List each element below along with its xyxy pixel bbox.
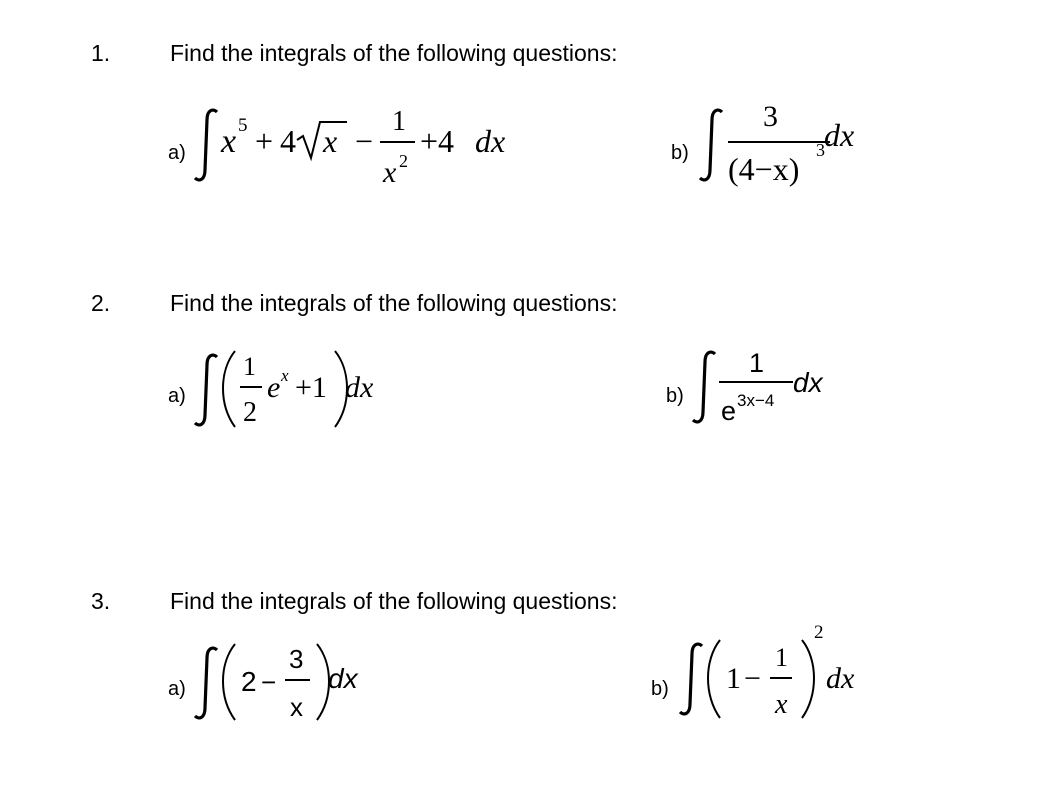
integral-expression-1b [700,100,870,195]
minus-sign: − [355,123,374,159]
base-e: e [267,371,281,404]
question-instruction: Find the integrals of the following questions: [170,588,618,614]
fraction-denominator: 2 [243,397,257,428]
minus-sign: − [744,662,761,695]
fraction-numerator: 1 [749,348,765,378]
integral-expression-3a [195,638,405,728]
question-instruction: Find the integrals of the following questions: [170,290,618,316]
term-two: 2 [241,666,257,697]
differential: dx [793,367,823,398]
differential: dx [345,371,374,404]
fraction-numerator: 3 [289,644,304,674]
exponent: 5 [238,115,248,136]
fraction-numerator: 1 [775,643,788,672]
left-paren-icon [708,640,720,718]
term-x: x [221,123,237,160]
fraction-denominator: (4−x) [728,151,800,187]
part-label: b) [666,385,684,407]
plus-one: +1 [295,371,327,404]
left-paren-icon [223,644,235,720]
integral-expression-1a [195,100,525,190]
part-label: b) [671,142,689,164]
question-number: 3. [91,588,111,614]
exponent: 2 [814,622,824,643]
term-one: 1 [726,662,741,695]
part-label: a) [168,678,186,700]
question-instruction: Find the integrals of the following questions: [170,40,618,66]
fraction-numerator: 1 [243,352,256,381]
fraction-numerator: 1 [392,106,406,137]
part-label: b) [651,678,669,700]
question-number: 1. [91,40,111,66]
integral-expression-2a [195,345,425,435]
fraction-denominator: x [383,156,397,189]
integral-expression-3b [680,618,880,723]
integral-sign-icon [195,355,217,425]
base-e: e [721,396,737,426]
exponent: 2 [399,151,408,171]
part-label: a) [168,385,186,407]
differential: dx [328,663,358,694]
exponent: 3x−4 [737,391,775,410]
integral-sign-icon [700,110,722,180]
fraction-denominator: x [775,689,788,720]
differential: dx [475,123,506,159]
coefficient: 4 [280,123,296,159]
integral-expression-2b [693,342,853,437]
minus-sign: − [261,667,277,697]
differential: dx [826,662,855,695]
exponent: 3 [816,140,825,160]
sqrt-radicand: x [323,123,338,159]
part-label: a) [168,142,186,164]
fraction-denominator: x [290,692,303,722]
sqrt-icon [297,122,347,158]
left-paren-icon [223,351,235,427]
fraction-numerator: 3 [763,100,778,133]
integral-sign-icon [195,648,217,718]
integral-sign-icon [693,352,715,422]
plus-sign: + [255,123,274,159]
integral-sign-icon [680,644,702,714]
differential: dx [824,117,855,153]
exponent: x [281,366,289,385]
integral-sign-icon [195,110,217,180]
right-paren-icon [802,640,814,718]
plus-four: +4 [420,123,455,159]
question-number: 2. [91,290,111,316]
